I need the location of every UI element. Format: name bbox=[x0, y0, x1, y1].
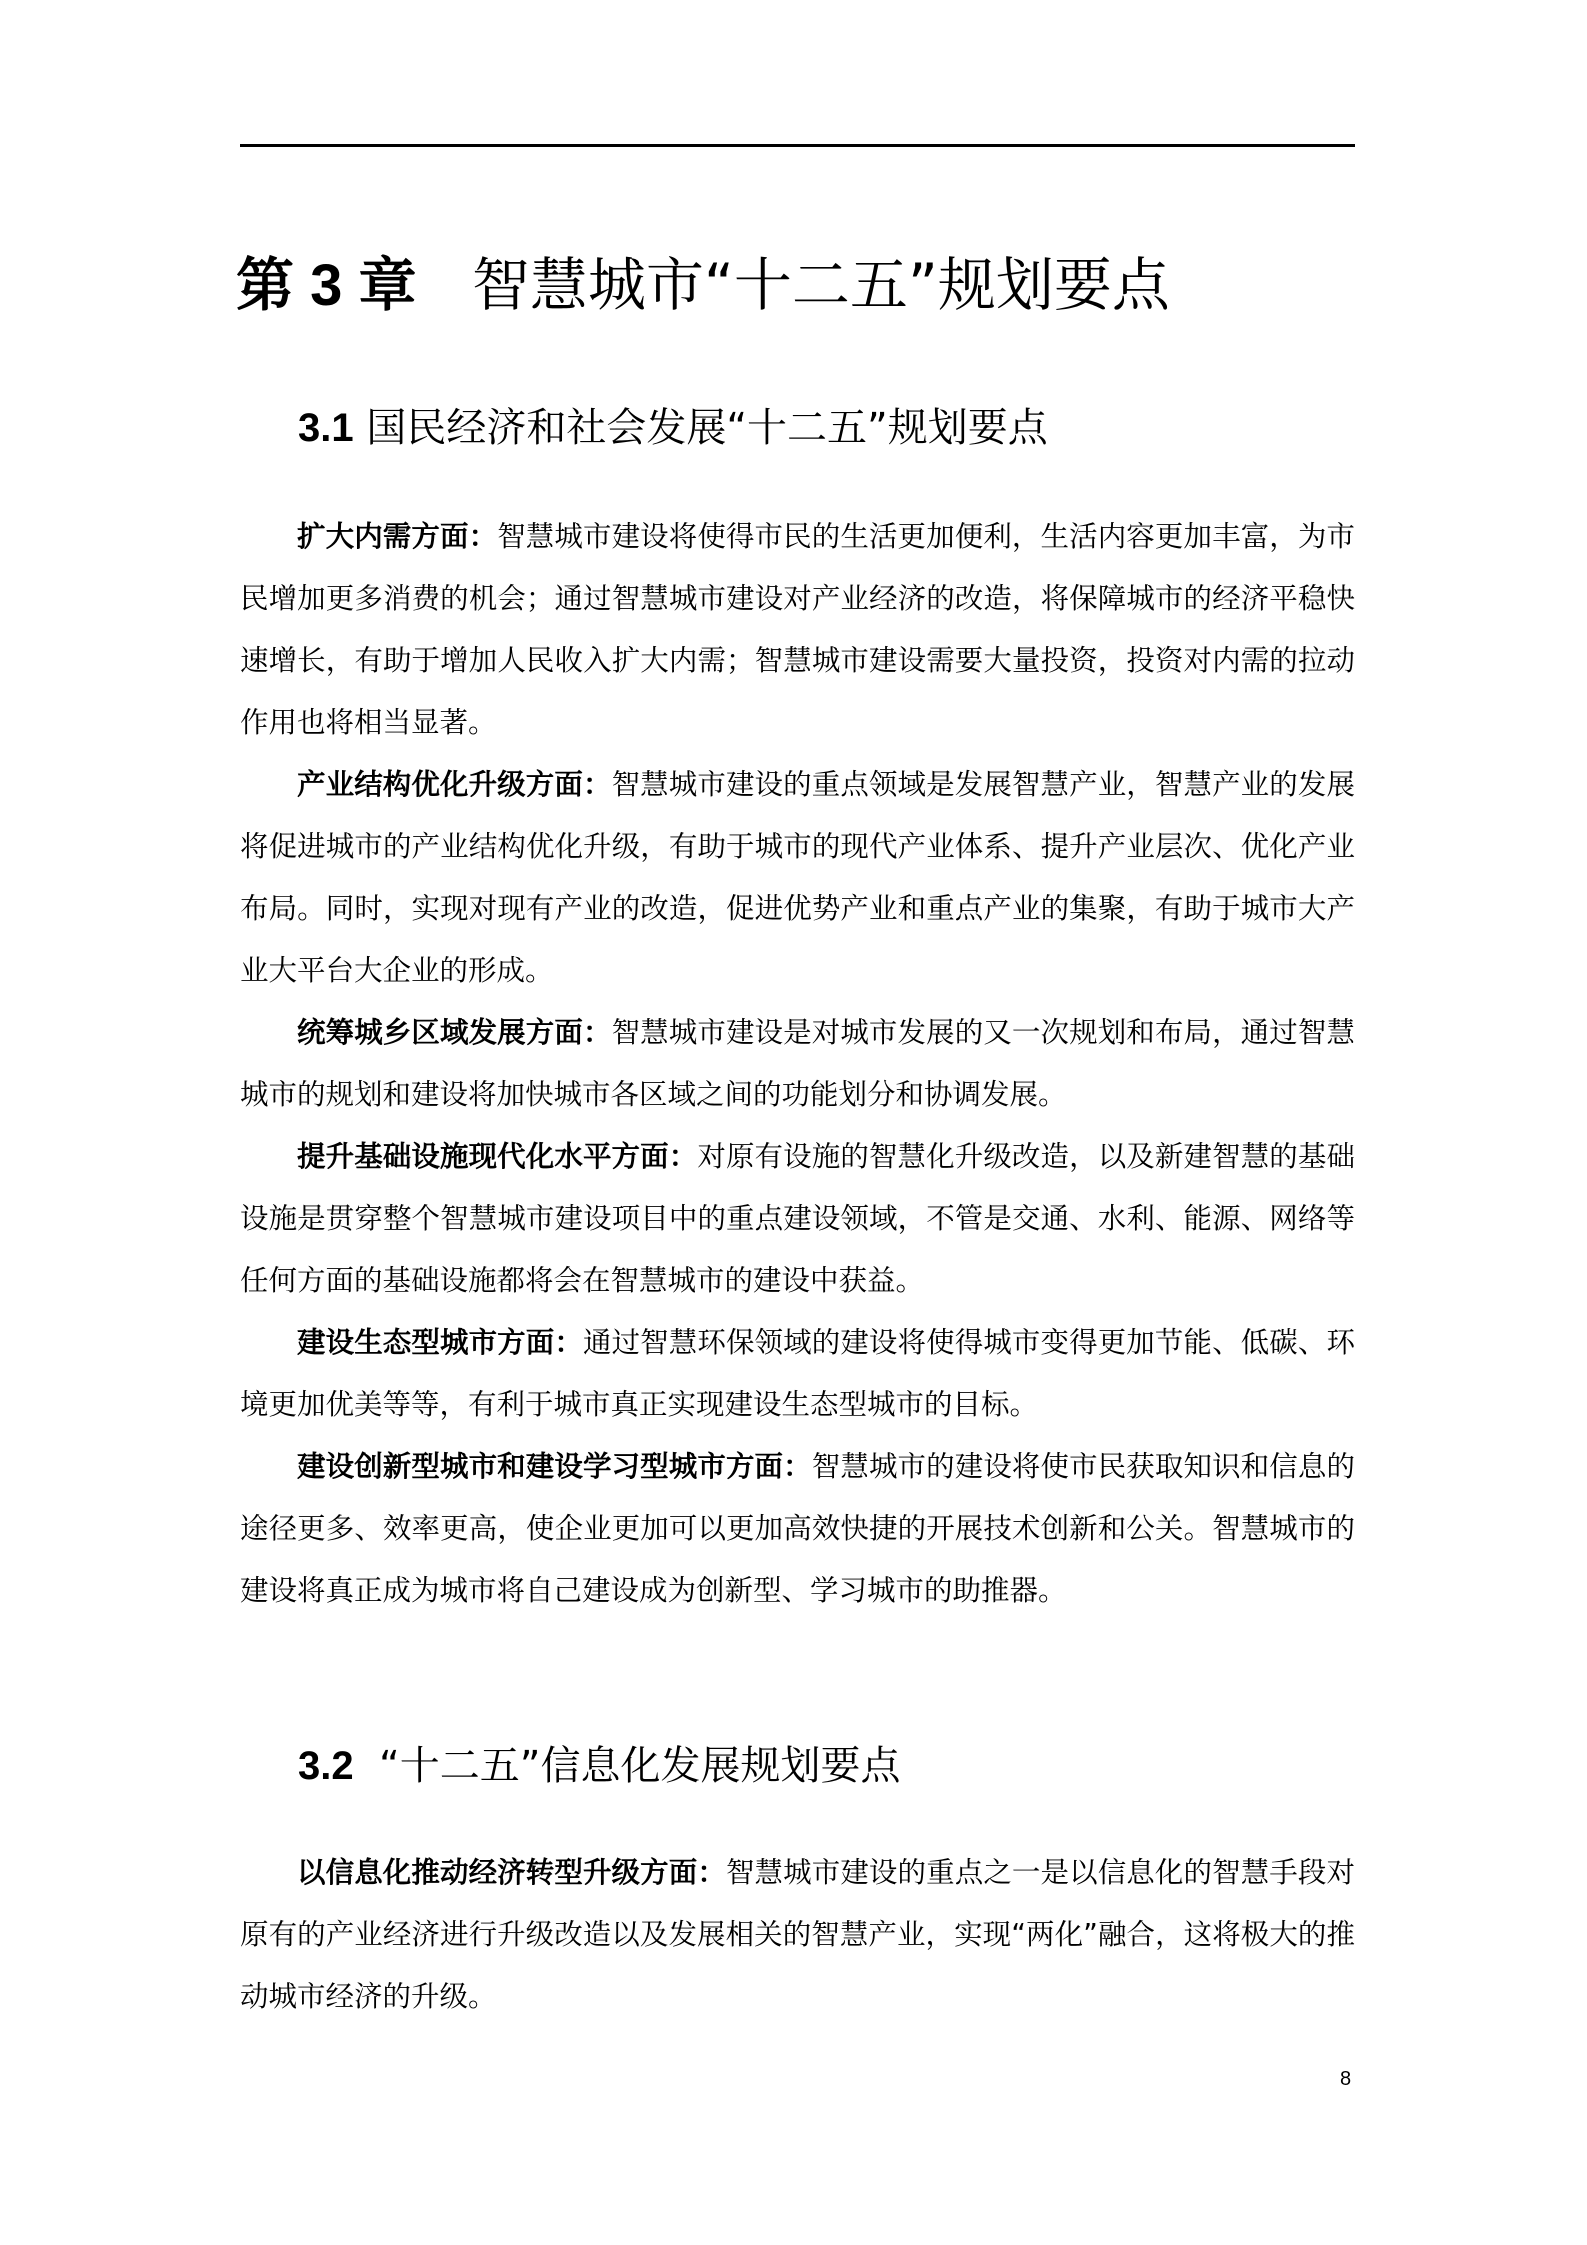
section-heading-3-2 bbox=[298, 1740, 901, 1792]
paragraph-text: 智慧城市建设的重点领域是发展智慧产业，智慧产业的发展将促进城市的产业结构优化升级，有助于城市的现代产业体系、提升产业层次、优化产业布局。同时，实现对现有产业的改造，促进优势产业和重点产业的集聚，有助于城市大产业大平台大企业的形成。 bbox=[240, 768, 1355, 987]
page-number: 8 bbox=[1340, 2068, 1352, 2090]
paragraph bbox=[240, 1126, 1355, 1312]
paragraph-lead: 产业结构优化升级方面： bbox=[297, 768, 612, 801]
paragraph-lead: 建设生态型城市方面： bbox=[297, 1326, 583, 1359]
header-rule bbox=[240, 144, 1355, 147]
paragraph-text: 智慧城市建设将使得市民的生活更加便利，生活内容更加丰富，为市民增加更多消费的机会；通过智慧城市建设对产业经济的改造，将保障城市的经济平稳快速增长，有助于增加人民收入扩大内需；智慧城市建设需要大量投资，投资对内需的拉动作用也将相当显著。 bbox=[240, 520, 1355, 739]
section-title-text: 国民经济和社会发展“十二五”规划要点 bbox=[366, 405, 1048, 451]
paragraph bbox=[240, 1842, 1355, 2028]
paragraph-text: 通过智慧环保领域的建设将使得城市变得更加节能、低碳、环境更加优美等等，有利于城市真正实现建设生态型城市的目标。 bbox=[240, 1326, 1355, 1421]
paragraph bbox=[240, 506, 1355, 754]
paragraph-lead: 建设创新型城市和建设学习型城市方面： bbox=[297, 1450, 812, 1483]
paragraph-lead: 以信息化推动经济转型升级方面： bbox=[297, 1856, 726, 1889]
chapter-title-text: 智慧城市“十二五”规划要点 bbox=[471, 251, 1170, 319]
section-number: 3.1 bbox=[298, 406, 354, 450]
paragraph-lead: 统筹城乡区域发展方面： bbox=[297, 1016, 612, 1049]
section-heading-3-1 bbox=[298, 402, 1048, 454]
paragraph bbox=[240, 1002, 1355, 1126]
paragraph-text: 智慧城市建设是对城市发展的又一次规划和布局，通过智慧城市的规划和建设将加快城市各区域之间的功能划分和协调发展。 bbox=[240, 1016, 1355, 1111]
paragraph bbox=[240, 1436, 1355, 1622]
section-title-text: “十二五”信息化发展规划要点 bbox=[379, 1743, 901, 1789]
paragraph-text: 智慧城市建设的重点之一是以信息化的智慧手段对原有的产业经济进行升级改造以及发展相关的智慧产业，实现“两化”融合，这将极大的推动城市经济的升级。 bbox=[240, 1856, 1355, 2013]
paragraph-lead: 扩大内需方面： bbox=[297, 520, 498, 553]
paragraph-text: 对原有设施的智慧化升级改造，以及新建智慧的基础设施是贯穿整个智慧城市建设项目中的重点建设领域，不管是交通、水利、能源、网络等任何方面的基础设施都将会在智慧城市的建设中获益。 bbox=[240, 1140, 1355, 1297]
paragraph bbox=[240, 754, 1355, 1002]
chapter-title bbox=[236, 250, 1170, 321]
paragraph-lead: 提升基础设施现代化水平方面： bbox=[297, 1140, 698, 1173]
chapter-number: 第 3 章 bbox=[236, 253, 417, 318]
paragraph bbox=[240, 1312, 1355, 1436]
paragraph-text: 智慧城市的建设将使市民获取知识和信息的途径更多、效率更高，使企业更加可以更加高效快捷的开展技术创新和公关。智慧城市的建设将真正成为城市将自己建设成为创新型、学习城市的助推器。 bbox=[240, 1450, 1355, 1607]
section-number: 3.2 bbox=[298, 1744, 354, 1788]
